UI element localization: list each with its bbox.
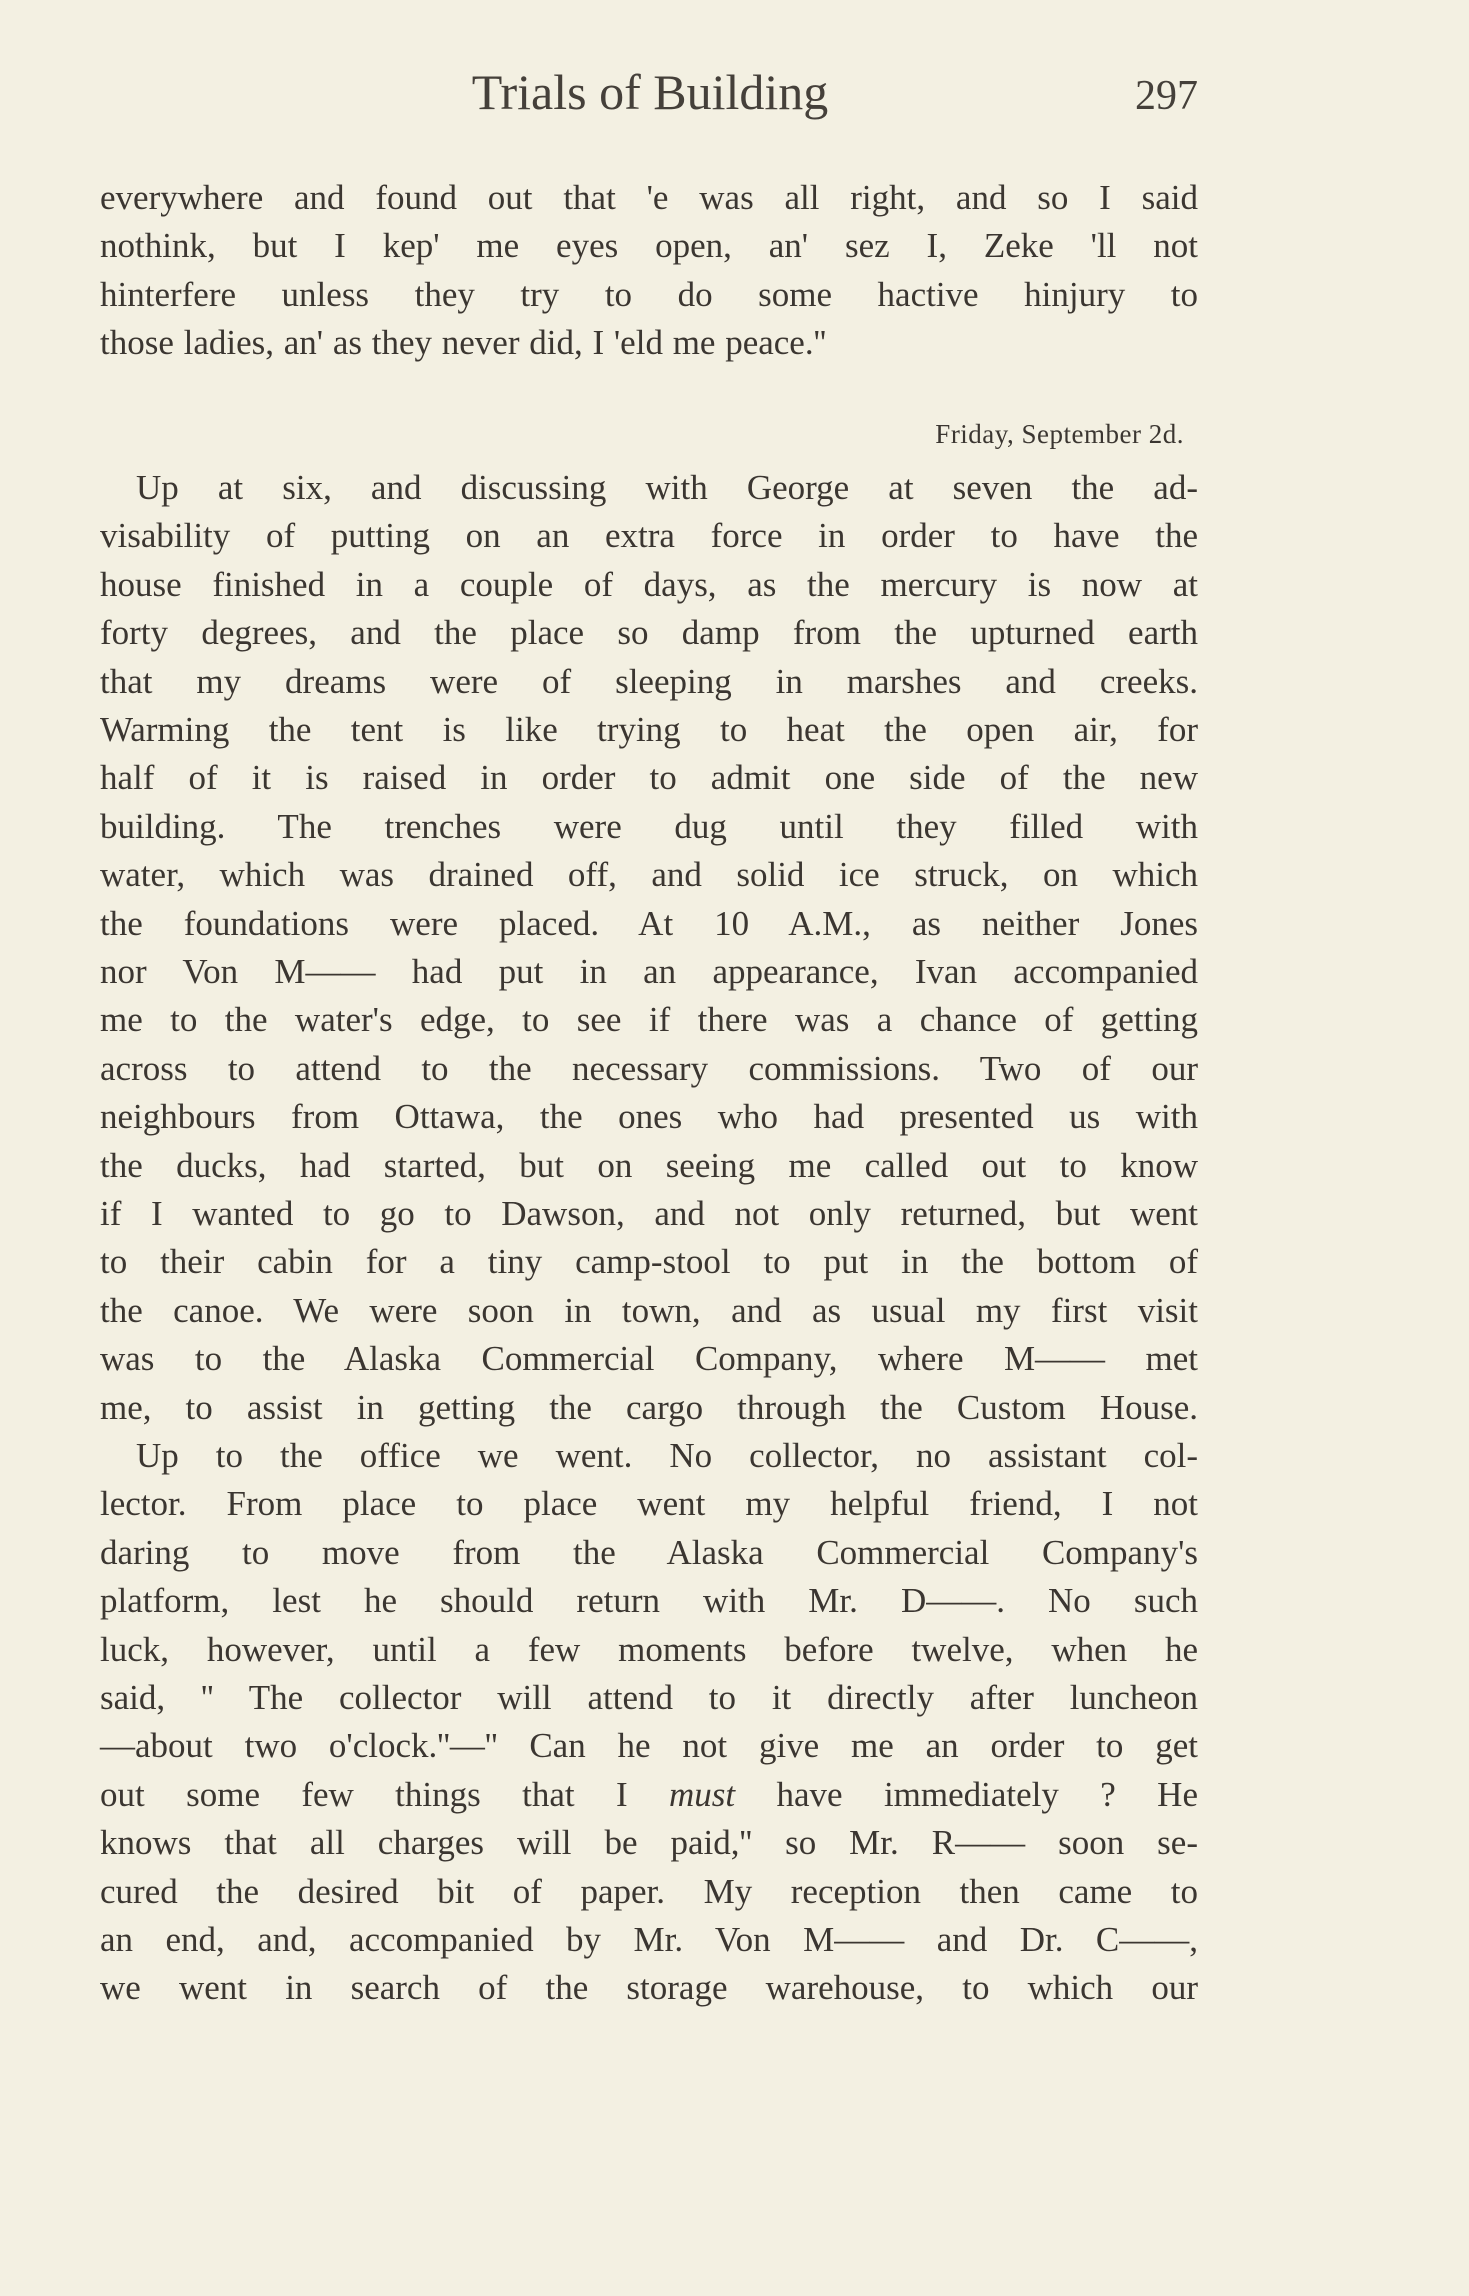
text-line: nor Von M—— had put in an appearance, Ivan accompanied <box>100 952 1198 991</box>
text-line: to their cabin for a tiny camp-stool to put in the bottom of <box>100 1242 1198 1282</box>
text-line: lector. From place to place went my helpful friend, I not <box>100 1484 1198 1524</box>
text-line: platform, lest he should return with Mr. D——. No such <box>100 1581 1198 1621</box>
text-line: the canoe. We were soon in town, and as usual my first visit <box>100 1290 1198 1330</box>
text-line: out some few things that I must have immediately ? He <box>100 1774 1198 1814</box>
text-line: if I wanted to go to Dawson, and not only returned, but went <box>100 1194 1198 1233</box>
text-line: an end, and, accompanied by Mr. Von M—— and Dr. C——, <box>100 1920 1198 1959</box>
text-line: forty degrees, and the place so damp from the upturned earth <box>100 613 1198 653</box>
text-line: cured the desired bit of paper. My reception then came to <box>100 1871 1198 1911</box>
text-line: the foundations were placed. At 10 A.M., as neither Jones <box>100 903 1198 943</box>
text-line: knows that all charges will be paid,'' so Mr. R—— soon se- <box>100 1823 1198 1863</box>
text-line: hinterfere unless they try to do some hactive hinjury to <box>100 274 1198 314</box>
text-line: was to the Alaska Commercial Company, where M—— met <box>100 1339 1198 1379</box>
text-line: water, which was drained off, and solid ice struck, on which <box>100 855 1198 895</box>
text-line: —about two o'clock.''—'' Can he not give me an order to get <box>100 1726 1198 1766</box>
text-line: we went in search of the storage warehouse, to which our <box>100 1968 1198 2008</box>
text-line: that my dreams were of sleeping in marshes and creeks. <box>100 661 1198 701</box>
text-line: said, '' The collector will attend to it directly after luncheon <box>100 1678 1198 1717</box>
diary-date: Friday, September 2d. <box>935 419 1184 449</box>
text-line: Warming the tent is like trying to heat the open air, for <box>100 710 1198 749</box>
text-line: neighbours from Ottawa, the ones who had presented us with <box>100 1097 1198 1137</box>
text-line: across to attend to the necessary commissions. Two of our <box>100 1048 1198 1088</box>
text-line: house finished in a couple of days, as the mercury is now at <box>100 564 1198 604</box>
text-line: nothink, but I kep' me eyes open, an' sez I, Zeke 'll not <box>100 226 1198 266</box>
page-number: 297 <box>1135 73 1198 119</box>
text-line: the ducks, had started, but on seeing me called out to know <box>100 1145 1198 1185</box>
text-line: everywhere and found out that 'e was all right, and so I said <box>100 178 1198 217</box>
text-line: those ladies, an' as they never did, I 'eld me peace.'' <box>100 323 827 363</box>
text-line: luck, however, until a few moments before twelve, when he <box>100 1629 1198 1669</box>
text-line: building. The trenches were dug until they filled with <box>100 806 1198 846</box>
text-line: me, to assist in getting the cargo through the Custom House. <box>100 1387 1198 1427</box>
emphasized-word: must <box>669 1774 736 1814</box>
text-line: me to the water's edge, to see if there was a chance of getting <box>100 1000 1198 1040</box>
text-line: half of it is raised in order to admit one side of the new <box>100 758 1198 798</box>
chapter-title: Trials of Building <box>471 64 829 120</box>
text-line: visability of putting on an extra force in order to have the <box>100 516 1198 556</box>
text-line: daring to move from the Alaska Commercial Company's <box>100 1532 1198 1572</box>
text-line: Up at six, and discussing with George at seven the ad- <box>136 468 1198 507</box>
text-line: Up to the office we went. No collector, no assistant col- <box>136 1436 1198 1475</box>
